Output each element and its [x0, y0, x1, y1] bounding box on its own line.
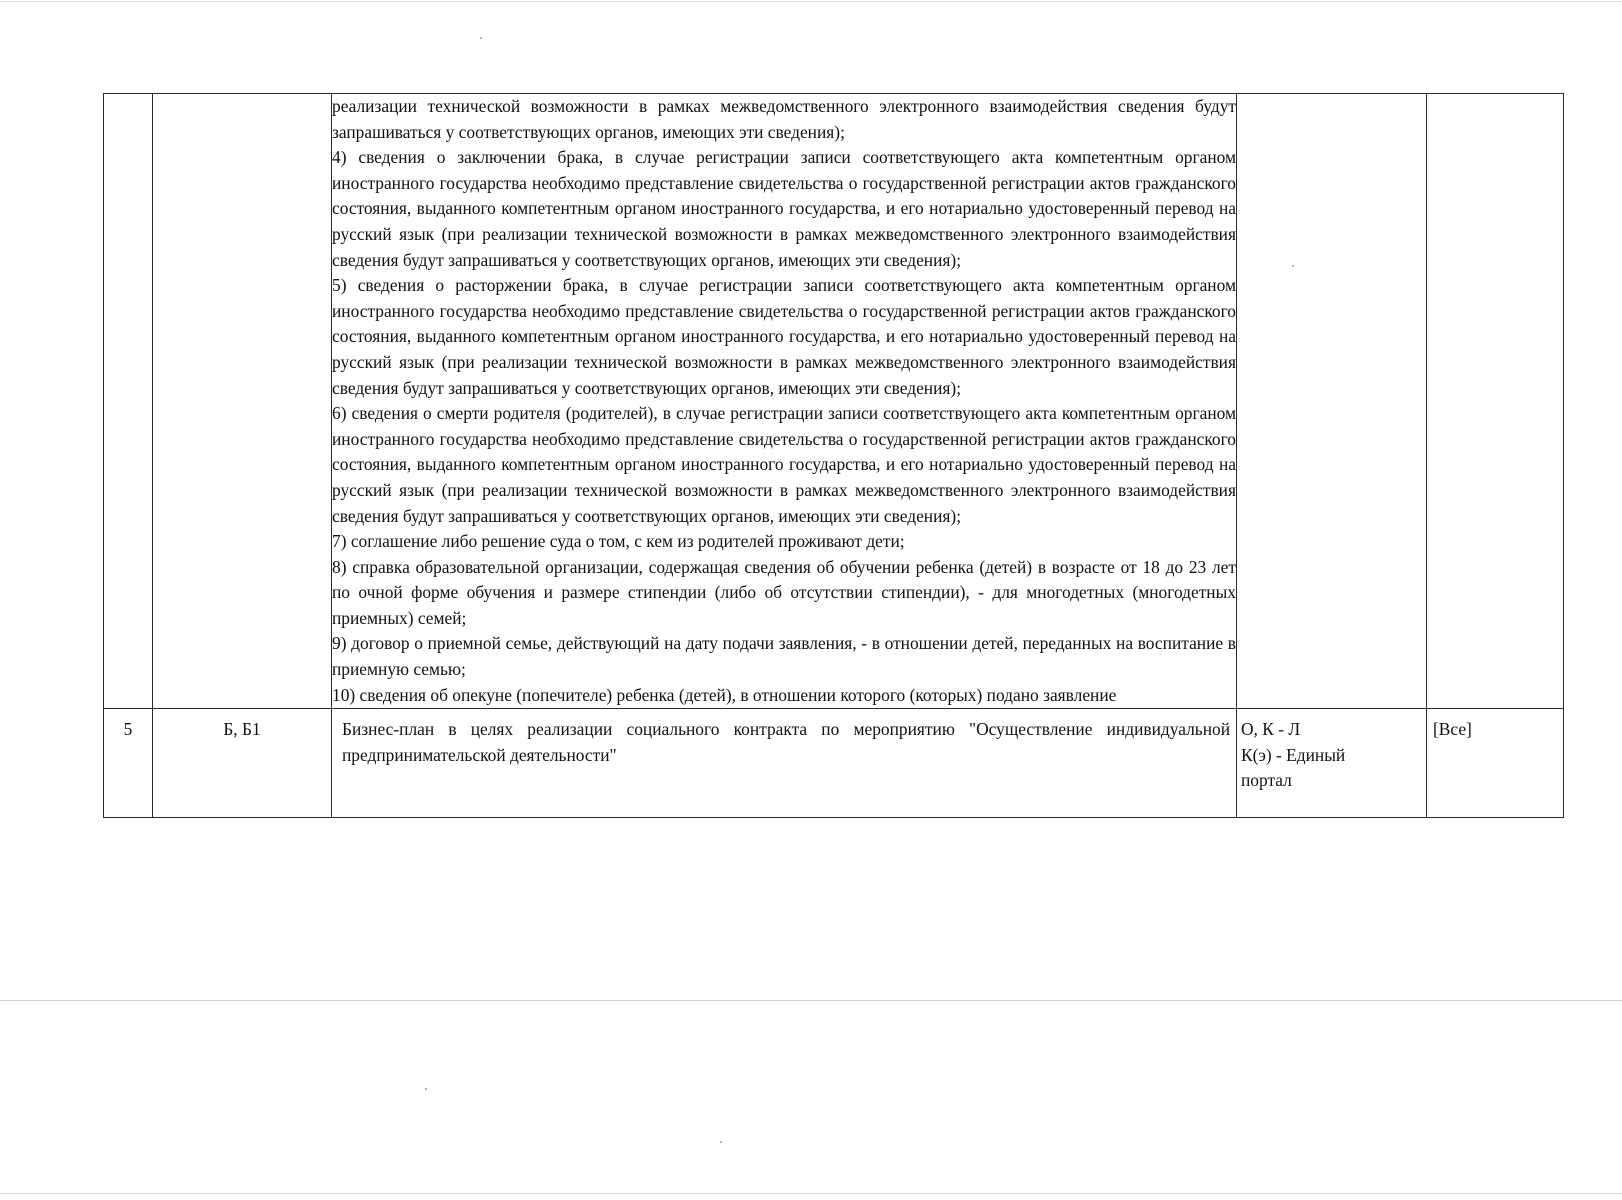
cell-form-empty: [1237, 94, 1427, 709]
row-number: 5: [104, 709, 153, 818]
table-row-continued: [104, 94, 1564, 709]
cell-code-empty: [153, 94, 332, 709]
document-paragraph: 6) сведения о смерти родителя (родителей), в случае регистрации записи соответствующего акта компетентным органом иностранного государства необходимо представление свидетельства о государственной регистрации актов гражданского состояния, выданного компетентным органом иностранного государства, и его нотариально удостоверенный перевод на русский язык (при реализации технической возможности в рамках межведомственного электронного взаимодействия сведения будут запрашиваться у соответствующих органов, имеющих эти сведения);: [332, 403, 1236, 526]
document-paragraph: 10) сведения об опекуне (попечителе) ребенка (детей), в отношении которого (которых) подано заявление: [332, 684, 1117, 705]
form-line: О, К - Л: [1241, 719, 1301, 740]
scan-artifact-dot: [480, 37, 482, 39]
row-document: Бизнес-план в целях реализации социального контракта по мероприятию "Осуществление индивидуальной предпринимательской деятельности": [332, 709, 1237, 818]
row-code: Б, Б1: [153, 709, 332, 818]
document-paragraph: реализации технической возможности в рамках межведомственного электронного взаимодействия сведения будут запрашиваться у соответствующих органов, имеющих эти сведения);: [332, 96, 1236, 142]
form-line: К(э) - Единый: [1241, 744, 1346, 765]
scan-artifact-line: [0, 1193, 1622, 1194]
cell-document-continued: [332, 94, 1237, 709]
scan-artifact-dot: [425, 1088, 427, 1090]
scan-artifact-line: [0, 1, 1622, 2]
cell-scope-empty: [1427, 94, 1564, 709]
form-line: портал: [1241, 770, 1292, 791]
row-scope: [Все]: [1427, 709, 1564, 818]
cell-number-empty: [104, 94, 153, 709]
document-paragraph: 5) сведения о расторжении брака, в случае регистрации записи соответствующего акта компетентным органом иностранного государства необходимо представление свидетельства о государственной регистрации актов гражданского состояния, выданного компетентным органом иностранного государства, и его нотариально удостоверенный перевод на русский язык (при реализации технической возможности в рамках межведомственного электронного взаимодействия сведения будут запрашиваться у соответствующих органов, имеющих эти сведения);: [332, 275, 1236, 398]
scan-artifact-line: [0, 1000, 1622, 1001]
table-row: [104, 709, 1564, 818]
document-paragraph: 4) сведения о заключении брака, в случае регистрации записи соответствующего акта компетентным органом иностранного государства необходимо представление свидетельства о государственной регистрации актов гражданского состояния, выданного компетентным органом иностранного государства, и его нотариально удостоверенный перевод на русский язык (при реализации технической возможности в рамках межведомственного электронного взаимодействия сведения будут запрашиваться у соответствующих органов, имеющих эти сведения);: [332, 147, 1236, 270]
document-paragraph: 7) соглашение либо решение суда о том, с кем из родителей проживают дети;: [332, 531, 905, 552]
row-form: [1237, 709, 1427, 818]
document-paragraph: 9) договор о приемной семье, действующий на дату подачи заявления, - в отношении детей, переданных на воспитание в приемную семью;: [332, 633, 1236, 680]
documents-table: [103, 93, 1564, 818]
document-paragraph: 8) справка образовательной организации, содержащая сведения об обучении ребенка (детей) в возрасте от 18 до 23 лет по очной форме обучения и размере стипендии (либо об отсутствии стипендии), - для многодетных (многодетных приемных) семей;: [332, 556, 1236, 628]
scan-artifact-dot: [720, 1141, 722, 1143]
